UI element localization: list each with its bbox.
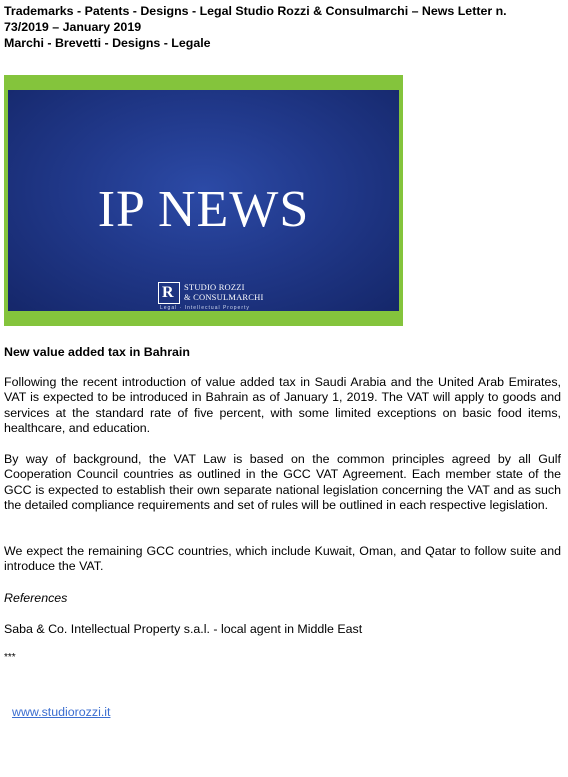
references-label: References — [4, 591, 68, 605]
ip-news-banner — [4, 75, 403, 326]
article-paragraph-3: We expect the remaining GCC countries, which include Kuwait, Oman, and Qatar to follow suite and introduce the VAT. — [4, 544, 561, 574]
logo-letter: R — [162, 284, 174, 301]
header-line-3: Marchi - Brevetti - Designs - Legale — [4, 36, 211, 50]
article-paragraph-2: By way of background, the VAT Law is based on the common principles agreed by all Gulf Cooperation Council countries as outlined in the GCC VAT Agreement. Each member state of the GCC is expected to establish their own separate national legislation concerning the VAT and as such the detailed compliance requirements and set of rules will be outlined in each respective legislation. — [4, 452, 561, 513]
studio-logo — [158, 282, 278, 312]
newsletter-header — [4, 3, 564, 51]
header-line-2: 73/2019 – January 2019 — [4, 20, 142, 34]
article-paragraph-1: Following the recent introduction of value added tax in Saudi Arabia and the United Arab Emirates, VAT is expected to be introduced in Bahrain as of January 1, 2019. The VAT will apply to goods and services at the standard rate of five percent, with some limited exceptions on basic food items, healthcare, and education. — [4, 375, 561, 436]
website-link[interactable]: www.studiorozzi.it — [12, 705, 111, 719]
header-line-1: Trademarks - Patents - Designs - Legal Studio Rozzi & Consulmarchi – News Letter n. — [4, 4, 507, 18]
banner-background — [8, 90, 399, 311]
logo-name-line-1: STUDIO ROZZI — [184, 282, 245, 292]
article-title: New value added tax in Bahrain — [4, 345, 190, 359]
reference-entry: Saba & Co. Intellectual Property s.a.l. - local agent in Middle East — [4, 622, 363, 636]
banner-title: IP NEWS — [97, 181, 310, 238]
logo-name-line-2: & CONSULMARCHI — [184, 292, 264, 302]
separator: *** — [4, 652, 16, 663]
logo-mark-icon — [158, 282, 180, 304]
logo-tagline: Legal · Intellectual Property — [160, 305, 250, 311]
